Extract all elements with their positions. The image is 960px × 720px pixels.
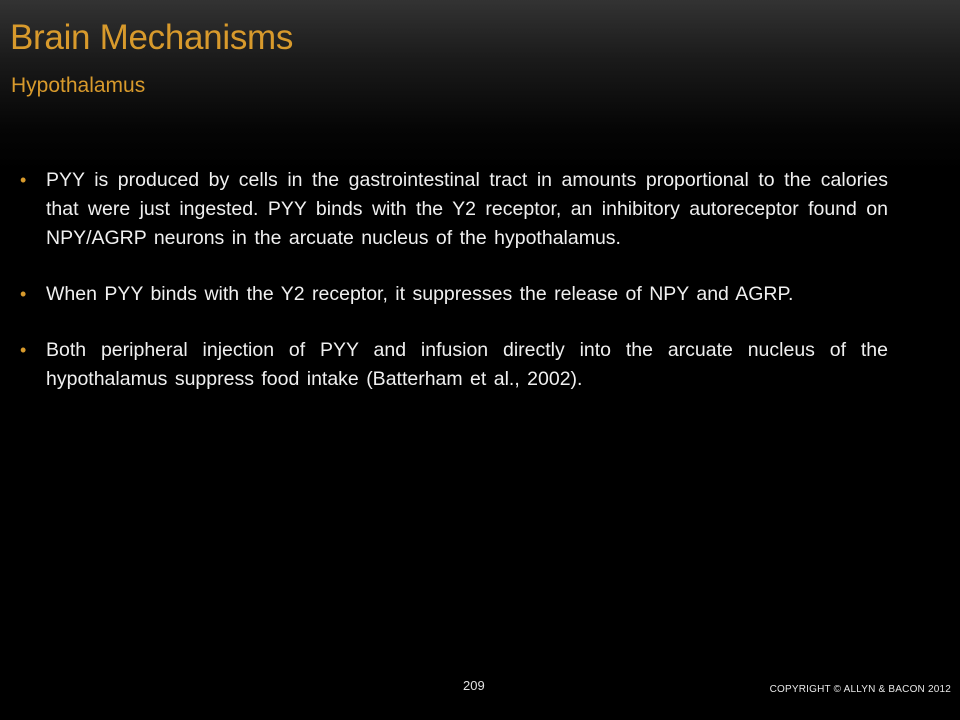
slide-title: Brain Mechanisms [10, 18, 294, 57]
bullet-icon: • [20, 170, 27, 190]
bullet-text: When PYY binds with the Y2 receptor, it suppresses the release of NPY and AGRP. [46, 283, 794, 305]
slide-subtitle: Hypothalamus [11, 74, 146, 97]
bullet-icon: • [20, 284, 27, 304]
bullet-item [0, 166, 960, 253]
bullet-text: Both peripheral injection of PYY and infusion directly into the arcuate nucleus of the hypothalamus suppress food intake (Batterham et al., 2002). [46, 339, 888, 390]
bullet-list [0, 166, 960, 421]
bullet-text: PYY is produced by cells in the gastrointestinal tract in amounts proportional to the calories that were just ingested. PYY binds with the Y2 receptor, an inhibitory autoreceptor found on NPY/AGRP neurons in the arcuate nucleus of the hypothalamus. [46, 169, 888, 249]
copyright-notice: COPYRIGHT © ALLYN & BACON 2012 [769, 684, 951, 695]
bullet-icon: • [20, 340, 27, 360]
bullet-item [0, 336, 960, 394]
bullet-item [0, 280, 960, 309]
page-number: 209 [463, 678, 485, 693]
